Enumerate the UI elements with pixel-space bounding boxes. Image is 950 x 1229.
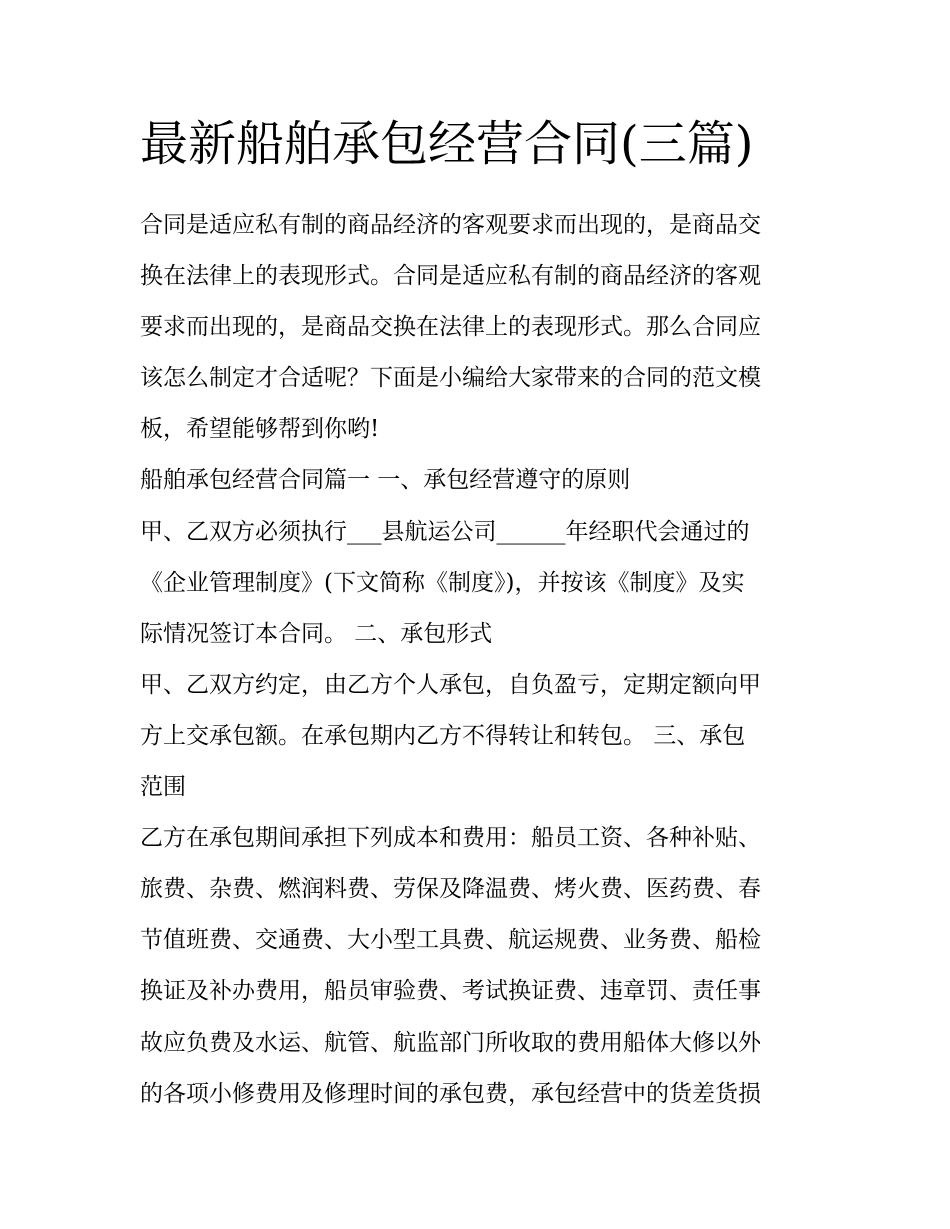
paragraph-line: 乙方在承包期间承担下列成本和费用：船员工资、各种补贴、 [140, 825, 761, 852]
paragraph-line: 故应负费及水运、航管、航监部门所收取的费用船体大修以外 [140, 1029, 761, 1056]
paragraph-line: 际情况签订本合同。 二、承包形式 [140, 620, 493, 647]
paragraph-line: 换在法律上的表现形式。合同是适应私有制的商品经济的客观 [140, 263, 761, 290]
document-title: 最新船舶承包经营合同(三篇) [140, 116, 754, 172]
paragraph-line: 节值班费、交通费、大小型工具费、航运规费、业务费、船检 [140, 927, 761, 954]
paragraph-line: 板，希望能够帮到你哟! [140, 416, 380, 443]
paragraph-line: 甲、乙双方必须执行___县航运公司______年经职代会通过的 [140, 518, 750, 545]
paragraph-line: 范围 [140, 774, 186, 801]
paragraph-line: 该怎么制定才合适呢？下面是小编给大家带来的合同的范文模 [140, 365, 761, 392]
section-heading-line: 船舶承包经营合同篇一 一、承包经营遵守的原则 [140, 467, 631, 494]
paragraph-line: 旅费、杂费、燃润料费、劳保及降温费、烤火费、医药费、春 [140, 876, 761, 903]
paragraph-line: 合同是适应私有制的商品经济的客观要求而出现的，是商品交 [140, 212, 761, 238]
paragraph-line: 要求而出现的，是商品交换在法律上的表现形式。那么合同应 [140, 314, 761, 341]
paragraph-line: 的各项小修费用及修理时间的承包费，承包经营中的货差货损 [140, 1080, 761, 1107]
paragraph-line: 《企业管理制度》(下文简称《制度》)，并按该《制度》及实 [140, 569, 745, 596]
paragraph-line: 换证及补办费用，船员审验费、考试换证费、违章罚、责任事 [140, 978, 761, 1005]
paragraph-line: 甲、乙双方约定，由乙方个人承包，自负盈亏，定期定额向甲 [140, 671, 761, 698]
document-body [140, 200, 820, 1120]
paragraph-line: 方上交承包额。在承包期内乙方不得转让和转包。 三、承包 [140, 722, 746, 749]
